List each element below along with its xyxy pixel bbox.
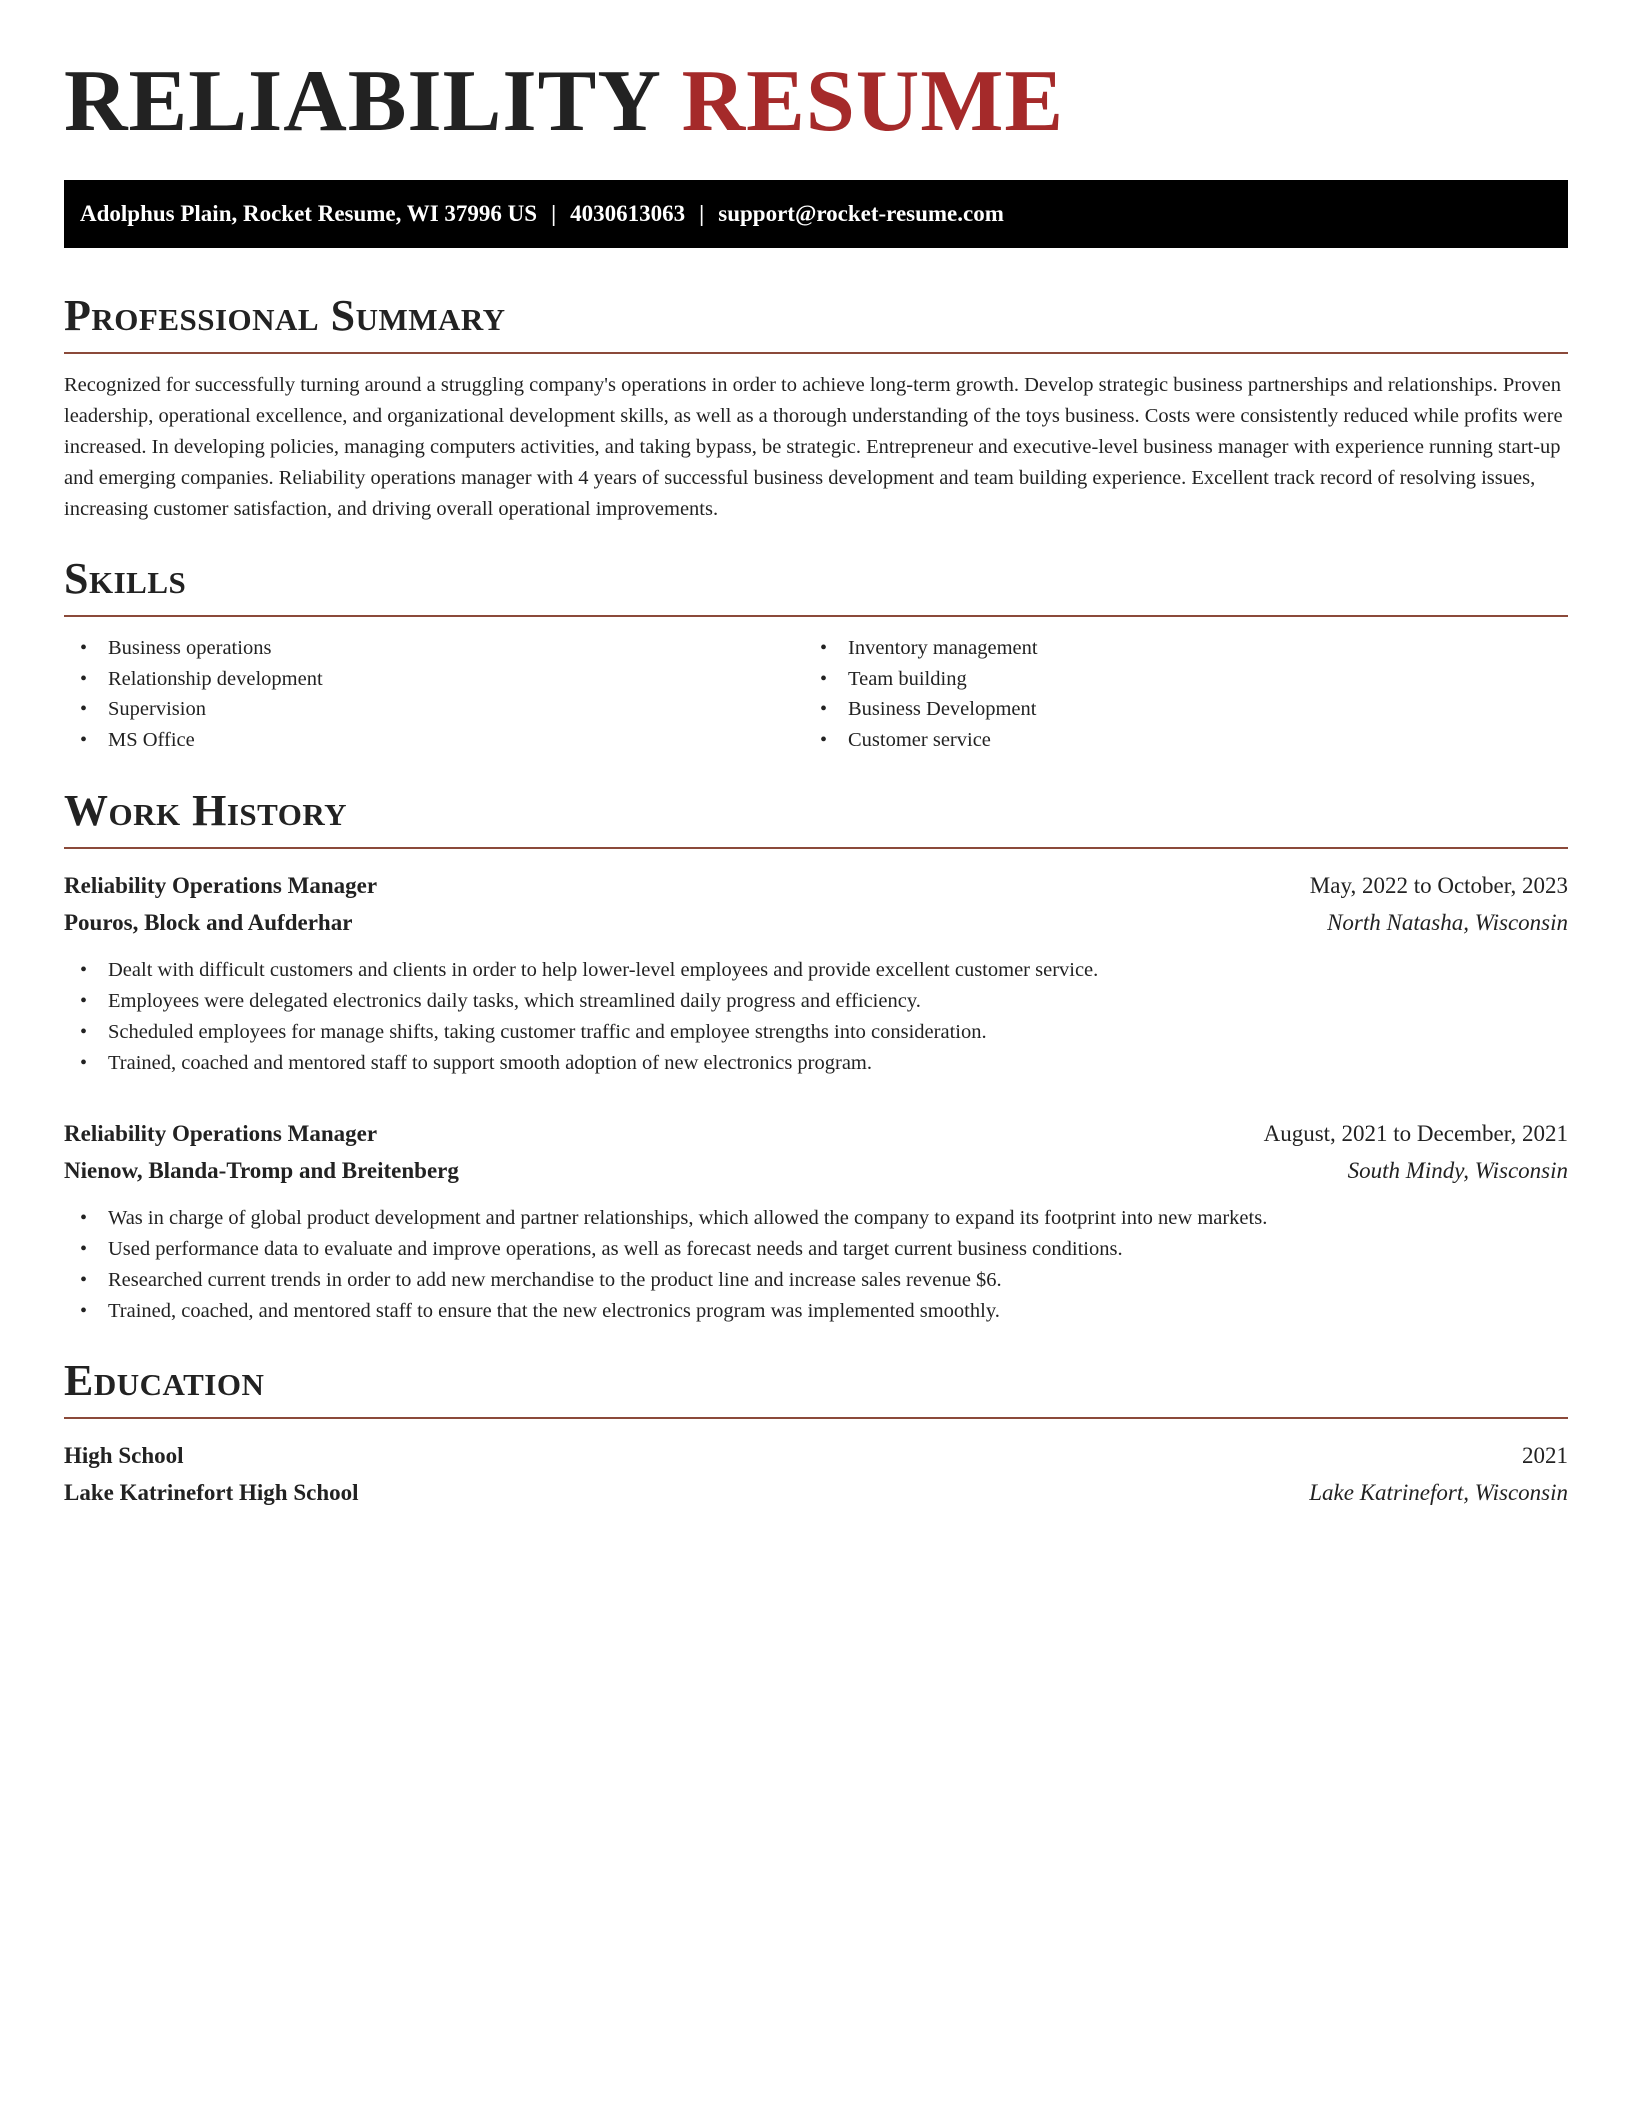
contact-phone: 4030613063 xyxy=(570,201,686,226)
job-location: North Natasha, Wisconsin xyxy=(1327,910,1568,935)
job-dates: August, 2021 to December, 2021 xyxy=(1263,1121,1568,1146)
education-location: Lake Katrinefort, Wisconsin xyxy=(1309,1480,1568,1505)
job-bullet: • Researched current trends in order to add new merchandise to the product line and increase sales revenue $6. xyxy=(64,1265,1568,1296)
job-bullet: • Used performance data to evaluate and improve operations, as well as forecast needs and target current business conditions. xyxy=(64,1234,1568,1265)
work-history-heading: Work History xyxy=(64,786,348,835)
skills-grid xyxy=(64,633,1568,755)
summary-heading: Professional Summary xyxy=(64,291,506,340)
section-divider xyxy=(64,352,1568,354)
job-header-row xyxy=(64,1115,1568,1152)
contact-separator: | xyxy=(551,201,557,226)
contact-address: Adolphus Plain, Rocket Resume, WI 37996 US xyxy=(80,201,538,226)
skill-item: • Team building xyxy=(804,664,1544,695)
education-year: 2021 xyxy=(1522,1443,1568,1468)
education-heading: Education xyxy=(64,1356,265,1405)
job-header-row xyxy=(64,867,1568,904)
job-company-row xyxy=(64,1152,1568,1189)
skill-item: • Supervision xyxy=(64,694,804,725)
job-bullets xyxy=(64,955,1568,1079)
job-bullet: • Trained, coached and mentored staff to support smooth adoption of new electronics program. xyxy=(64,1048,1568,1079)
skill-item: • MS Office xyxy=(64,725,804,756)
contact-email[interactable]: support@rocket-resume.com xyxy=(718,201,1004,226)
job-title: Reliability Operations Manager xyxy=(64,1121,378,1146)
job-bullet: • Was in charge of global product development and partner relationships, which allowed the company to expand its footprint into new markets. xyxy=(64,1203,1568,1234)
skills-column-right xyxy=(804,633,1544,755)
section-divider xyxy=(64,847,1568,849)
skill-item: • Inventory management xyxy=(804,633,1544,664)
summary-text: Recognized for successfully turning around a struggling company's operations in order to achieve long-term growth. Develop strategic business partnerships and relationships. Proven leadership, operational excellence, and organizational development skills, as well as a thorough understanding of the toys business. Costs were consistently reduced while profits were increased. In developing policies, managing computers activities, and taking bypass, be strategic. Entrepreneur and executive-level business manager with experience running start-up and emerging companies. Reliability operations manager with 4 years of successful business development and team building experience. Excellent track record of resolving issues, increasing customer satisfaction, and driving overall operational improvements. xyxy=(64,374,1563,520)
education-header-row xyxy=(64,1437,1568,1474)
section-divider xyxy=(64,615,1568,617)
contact-bar xyxy=(64,180,1568,248)
skills-column-left xyxy=(64,633,804,755)
skills-section xyxy=(64,551,1568,755)
job-bullet: • Trained, coached, and mentored staff to ensure that the new electronics program was implemented smoothly. xyxy=(64,1296,1568,1327)
skill-item: • Customer service xyxy=(804,725,1544,756)
name-last: RESUME xyxy=(681,53,1065,150)
job-entry xyxy=(64,867,1568,1079)
name-first: RELIABILITY xyxy=(64,53,659,150)
job-bullet: • Employees were delegated electronics daily tasks, which streamlined daily progress and efficiency. xyxy=(64,986,1568,1017)
education-degree: High School xyxy=(64,1443,184,1468)
skills-heading: Skills xyxy=(64,554,187,603)
job-bullet: • Dealt with difficult customers and clients in order to help lower-level employees and provide excellent customer service. xyxy=(64,955,1568,986)
job-bullets xyxy=(64,1203,1568,1327)
job-dates: May, 2022 to October, 2023 xyxy=(1309,873,1568,898)
skill-item: • Relationship development xyxy=(64,664,804,695)
job-location: South Mindy, Wisconsin xyxy=(1347,1158,1568,1183)
job-bullet: • Scheduled employees for manage shifts, taking customer traffic and employee strengths into consideration. xyxy=(64,1017,1568,1048)
work-history-section xyxy=(64,783,1568,1327)
contact-separator: | xyxy=(699,201,705,226)
job-entry xyxy=(64,1115,1568,1327)
education-section xyxy=(64,1353,1568,1511)
education-school: Lake Katrinefort High School xyxy=(64,1480,359,1505)
job-title: Reliability Operations Manager xyxy=(64,873,378,898)
skill-item: • Business Development xyxy=(804,694,1544,725)
job-company: Nienow, Blanda-Tromp and Breitenberg xyxy=(64,1158,459,1183)
job-company: Pouros, Block and Aufderhar xyxy=(64,910,353,935)
resume-name xyxy=(64,0,1568,152)
section-divider xyxy=(64,1417,1568,1419)
skill-item: • Business operations xyxy=(64,633,804,664)
education-entry xyxy=(64,1437,1568,1511)
education-school-row xyxy=(64,1474,1568,1511)
job-company-row xyxy=(64,904,1568,941)
summary-section xyxy=(64,288,1568,525)
